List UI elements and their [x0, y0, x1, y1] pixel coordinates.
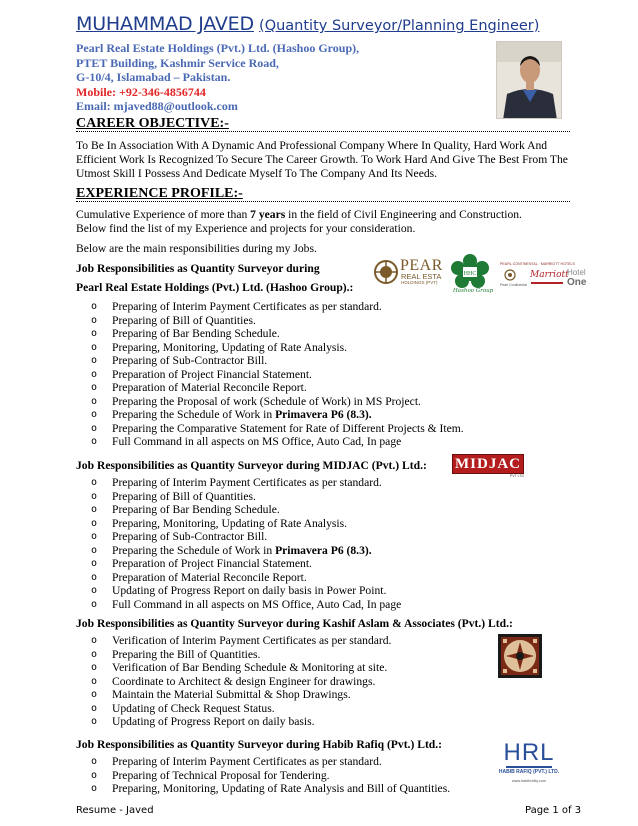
responsibility-item	[91, 300, 464, 314]
job-heading-pearl-line1: Job Responsibilities as Quantity Surveyor during	[76, 262, 320, 275]
experience-intro	[76, 208, 570, 222]
contact-email: Email: mjaved88@outlook.com	[76, 99, 238, 113]
bullet-marker: o	[91, 558, 98, 569]
bullet-marker: o	[91, 689, 98, 700]
job-heading-kashif-aslam: Job Responsibilities as Quantity Surveyor during Kashif Aslam & Associates (Pvt.) Ltd.:	[76, 617, 513, 630]
bullet-marker: o	[91, 571, 98, 583]
responsibility-item	[91, 571, 401, 585]
responsibility-item	[91, 395, 464, 409]
hotel-one-logo	[567, 268, 589, 292]
responsibility-text: Full Command in all aspects on MS Office, Auto Cad, In page	[112, 435, 402, 448]
bullet-marker: o	[91, 382, 98, 393]
bullet-marker: o	[91, 477, 98, 488]
bullet-marker: o	[91, 675, 98, 687]
bullet-marker: o	[91, 783, 98, 794]
responsibility-item	[91, 517, 401, 531]
responsibility-item	[91, 782, 450, 796]
responsibility-text: Preparation of Material Reconcile Report.	[112, 570, 307, 584]
pearl-logo-sub: REAL ESTA	[401, 272, 442, 281]
responsibility-text: Maintain the Material Submittal & Shop Drawings.	[112, 688, 351, 701]
pearl-real-estate-logo	[373, 257, 447, 287]
responsibility-item	[91, 675, 391, 689]
responsibility-item	[91, 688, 391, 702]
contact-company: Pearl Real Estate Holdings (Pvt.) Ltd. (Hashoo Group),	[76, 41, 360, 55]
bullet-marker: o	[91, 769, 98, 781]
experience-profile-heading: EXPERIENCE PROFILE:-	[76, 186, 570, 202]
marriott-logo: Marriott	[530, 270, 569, 280]
bullet-marker: o	[91, 756, 98, 767]
hotel-one-word: Hotel	[567, 268, 586, 277]
responsibility-item	[91, 381, 464, 395]
responsibility-item	[91, 530, 401, 544]
kashif-aslam-logo	[498, 634, 542, 678]
bullet-marker: o	[91, 598, 98, 610]
ornamental-tile-icon	[498, 634, 542, 678]
hotels-caption: PEARL CONTINENTAL · MARRIOTT HOTELS	[500, 262, 575, 266]
experience-intro-line2: Below find the list of my Experience and projects for your consideration.	[76, 222, 416, 235]
responsibility-text: Preparing the Proposal of work (Schedule of Work) in MS Project.	[112, 394, 421, 408]
hrl-logo-text: HRL	[503, 739, 555, 766]
bullet-marker: o	[91, 355, 98, 366]
hrl-company-name: HABIB RAFIQ (PVT.) LTD.	[498, 769, 560, 775]
responsibility-text: Updating of Progress Report on daily basis.	[112, 715, 315, 728]
responsibility-item	[91, 327, 464, 341]
job-heading-midjac: Job Responsibilities as Quantity Surveyor during MIDJAC (Pvt.) Ltd.:	[76, 459, 427, 472]
bullet-marker: o	[91, 662, 98, 673]
hotel-one-number: One	[567, 277, 587, 288]
candidate-name: MUHAMMAD JAVED	[76, 13, 254, 35]
bullet-marker: o	[91, 648, 98, 660]
responsibility-text: Verification of Bar Bending Schedule & Monitoring at site.	[112, 661, 388, 674]
bullet-marker: o	[91, 409, 98, 420]
habib-rafiq-logo	[496, 740, 562, 792]
bullet-marker: o	[91, 301, 98, 312]
hashoo-logo-script: Hashoo Group	[453, 288, 494, 294]
responsibility-text: Preparation of Material Reconcile Report.	[112, 381, 307, 394]
responsibility-text: Verification of Interim Payment Certificates as per standard.	[112, 634, 392, 647]
midjac-logo-small: PVT LTD	[509, 474, 524, 478]
contact-block	[76, 41, 359, 114]
responsibility-item	[91, 354, 464, 368]
career-objective-heading: CAREER OBJECTIVE:-	[76, 116, 570, 132]
responsibility-item	[91, 435, 464, 449]
profile-photo	[496, 41, 562, 119]
responsibility-text: Preparing of Bill of Quantities.	[112, 313, 256, 327]
job-heading-habib-rafiq: Job Responsibilities as Quantity Surveyor during Habib Rafiq (Pvt.) Ltd.:	[76, 738, 443, 751]
bullet-marker: o	[91, 395, 98, 407]
bullet-marker: o	[91, 314, 98, 326]
responsibility-text: Preparing of Technical Proposal for Tendering.	[112, 768, 330, 782]
bullet-marker: o	[91, 517, 98, 529]
pearl-emblem-icon	[373, 259, 399, 285]
bullet-marker: o	[91, 702, 98, 714]
pearl-logo-word: PEAR	[400, 257, 443, 274]
responsibility-item	[91, 490, 401, 504]
responsibility-item	[91, 314, 464, 328]
responsibility-text: Preparing, Monitoring, Updating of Rate Analysis.	[112, 340, 348, 354]
bullet-marker: o	[91, 585, 98, 596]
footer-page-number: Page 1 of 3	[525, 805, 582, 816]
footer-left: Resume - Javed	[76, 805, 154, 816]
responsibility-item	[91, 598, 401, 612]
responsibility-item	[91, 715, 391, 729]
job-list-kashif-aslam	[91, 634, 391, 729]
candidate-title: (Quantity Surveyor/Planning Engineer)	[259, 18, 540, 34]
responsibility-item	[91, 557, 401, 571]
bullet-marker: o	[91, 635, 98, 646]
hashoo-logo-text: HHC	[463, 271, 477, 277]
responsibility-item	[91, 341, 464, 355]
contact-mobile: Mobile: +92-346-4856744	[76, 84, 206, 99]
responsibility-text: Preparing the Schedule of Work in	[112, 408, 276, 421]
responsibility-text: Preparing, Monitoring, Updating of Rate Analysis and Bill of Quantities.	[112, 782, 451, 795]
bullet-marker: o	[91, 716, 98, 727]
responsibility-text: Preparing of Interim Payment Certificates as per standard.	[112, 300, 382, 313]
responsibility-text: Preparation of Project Financial Statement.	[112, 367, 312, 381]
experience-intro-a: Cumulative Experience of more than	[76, 208, 251, 221]
responsibility-text: Coordinate to Architect & design Engineer for drawings.	[112, 674, 376, 688]
contact-city: G-10/4, Islamabad – Pakistan.	[76, 70, 231, 84]
responsibility-text: Updating of Check Request Status.	[112, 701, 275, 715]
responsibility-item	[91, 408, 464, 422]
hashoo-flower-icon	[449, 253, 491, 289]
bullet-marker: o	[91, 544, 98, 556]
job-list-habib-rafiq	[91, 755, 450, 796]
responsibility-text: Preparing of Sub-Contractor Bill.	[112, 354, 268, 367]
responsibility-item	[91, 755, 450, 769]
responsibility-item	[91, 648, 391, 662]
bullet-marker: o	[91, 504, 98, 515]
responsibility-text: Preparing of Bar Bending Schedule.	[112, 503, 280, 516]
pearl-logo-small: HOLDINGS (PVT)	[401, 280, 438, 285]
responsibility-text: Preparing the Schedule of Work in	[112, 543, 276, 557]
bullet-marker: o	[91, 368, 98, 380]
midjac-logo	[452, 454, 524, 480]
marriott-underline	[531, 282, 563, 284]
responsibility-item	[91, 702, 391, 716]
job-heading-pearl-line2: Pearl Real Estate Holdings (Pvt.) Ltd. (Hashoo Group).:	[76, 281, 354, 294]
responsibility-item	[91, 503, 401, 517]
responsibility-text: Preparing the Comparative Statement for Rate of Different Projects & Item.	[112, 421, 464, 435]
responsibility-item	[91, 584, 401, 598]
responsibility-item	[91, 661, 391, 675]
bullet-marker: o	[91, 341, 98, 353]
resume-header	[76, 13, 546, 35]
responsibility-item	[91, 368, 464, 382]
hotels-logo-group	[500, 262, 575, 292]
pearl-continental-label: Pearl Continental	[500, 283, 527, 287]
hrl-rule	[506, 766, 552, 768]
responsibility-item	[91, 634, 391, 648]
hrl-website: www.habibrafiq.com	[512, 779, 546, 783]
responsibility-item	[91, 769, 450, 783]
responsibility-text: Full Command in all aspects on MS Office, Auto Cad, In page	[112, 597, 402, 611]
responsibility-text: Updating of Progress Report on daily basis in Power Point.	[112, 584, 387, 597]
career-objective-text: To Be In Association With A Dynamic And Professional Company Where In Quality, Hard Work And Efficient Work Is Recognized To Secure The Career Growth. To Work Hard And Give The Best From The Utmost Skill I Possess And Dedicate Myself To The Company And Its Needs.	[76, 139, 568, 180]
responsibility-item	[91, 476, 401, 490]
bullet-marker: o	[91, 436, 98, 447]
responsibility-text: Preparing of Sub-Contractor Bill.	[112, 530, 268, 543]
bullet-marker: o	[91, 422, 98, 434]
midjac-logo-text: MIDJAC	[452, 454, 524, 474]
responsibility-emphasis: Primavera P6 (8.3).	[275, 408, 372, 421]
bullet-marker: o	[91, 531, 98, 542]
responsibilities-intro: Below are the main responsibilities during my Jobs.	[76, 242, 317, 255]
experience-intro-b: in the field of Civil Engineering and Construction.	[285, 208, 522, 221]
bullet-marker: o	[91, 490, 98, 502]
responsibility-text: Preparing, Monitoring, Updating of Rate Analysis.	[112, 516, 348, 530]
responsibility-emphasis: Primavera P6 (8.3).	[275, 543, 372, 557]
responsibility-text: Preparing of Bill of Quantities.	[112, 489, 256, 503]
job-list-pearl	[91, 300, 464, 449]
responsibility-text: Preparing of Interim Payment Certificates as per standard.	[112, 476, 382, 489]
responsibility-text: Preparing of Bar Bending Schedule.	[112, 327, 280, 340]
pearl-continental-icon	[504, 269, 516, 281]
contact-building: PTET Building, Kashmir Service Road,	[76, 55, 279, 70]
job-list-midjac	[91, 476, 401, 611]
responsibility-text: Preparing the Bill of Quantities.	[112, 647, 261, 661]
hashoo-group-logo	[449, 253, 494, 299]
responsibility-text: Preparation of Project Financial Statement.	[112, 557, 312, 570]
responsibility-item	[91, 544, 401, 558]
experience-years: 7 years	[250, 208, 286, 221]
responsibility-item	[91, 422, 464, 436]
responsibility-text: Preparing of Interim Payment Certificates as per standard.	[112, 755, 382, 768]
bullet-marker: o	[91, 328, 98, 339]
